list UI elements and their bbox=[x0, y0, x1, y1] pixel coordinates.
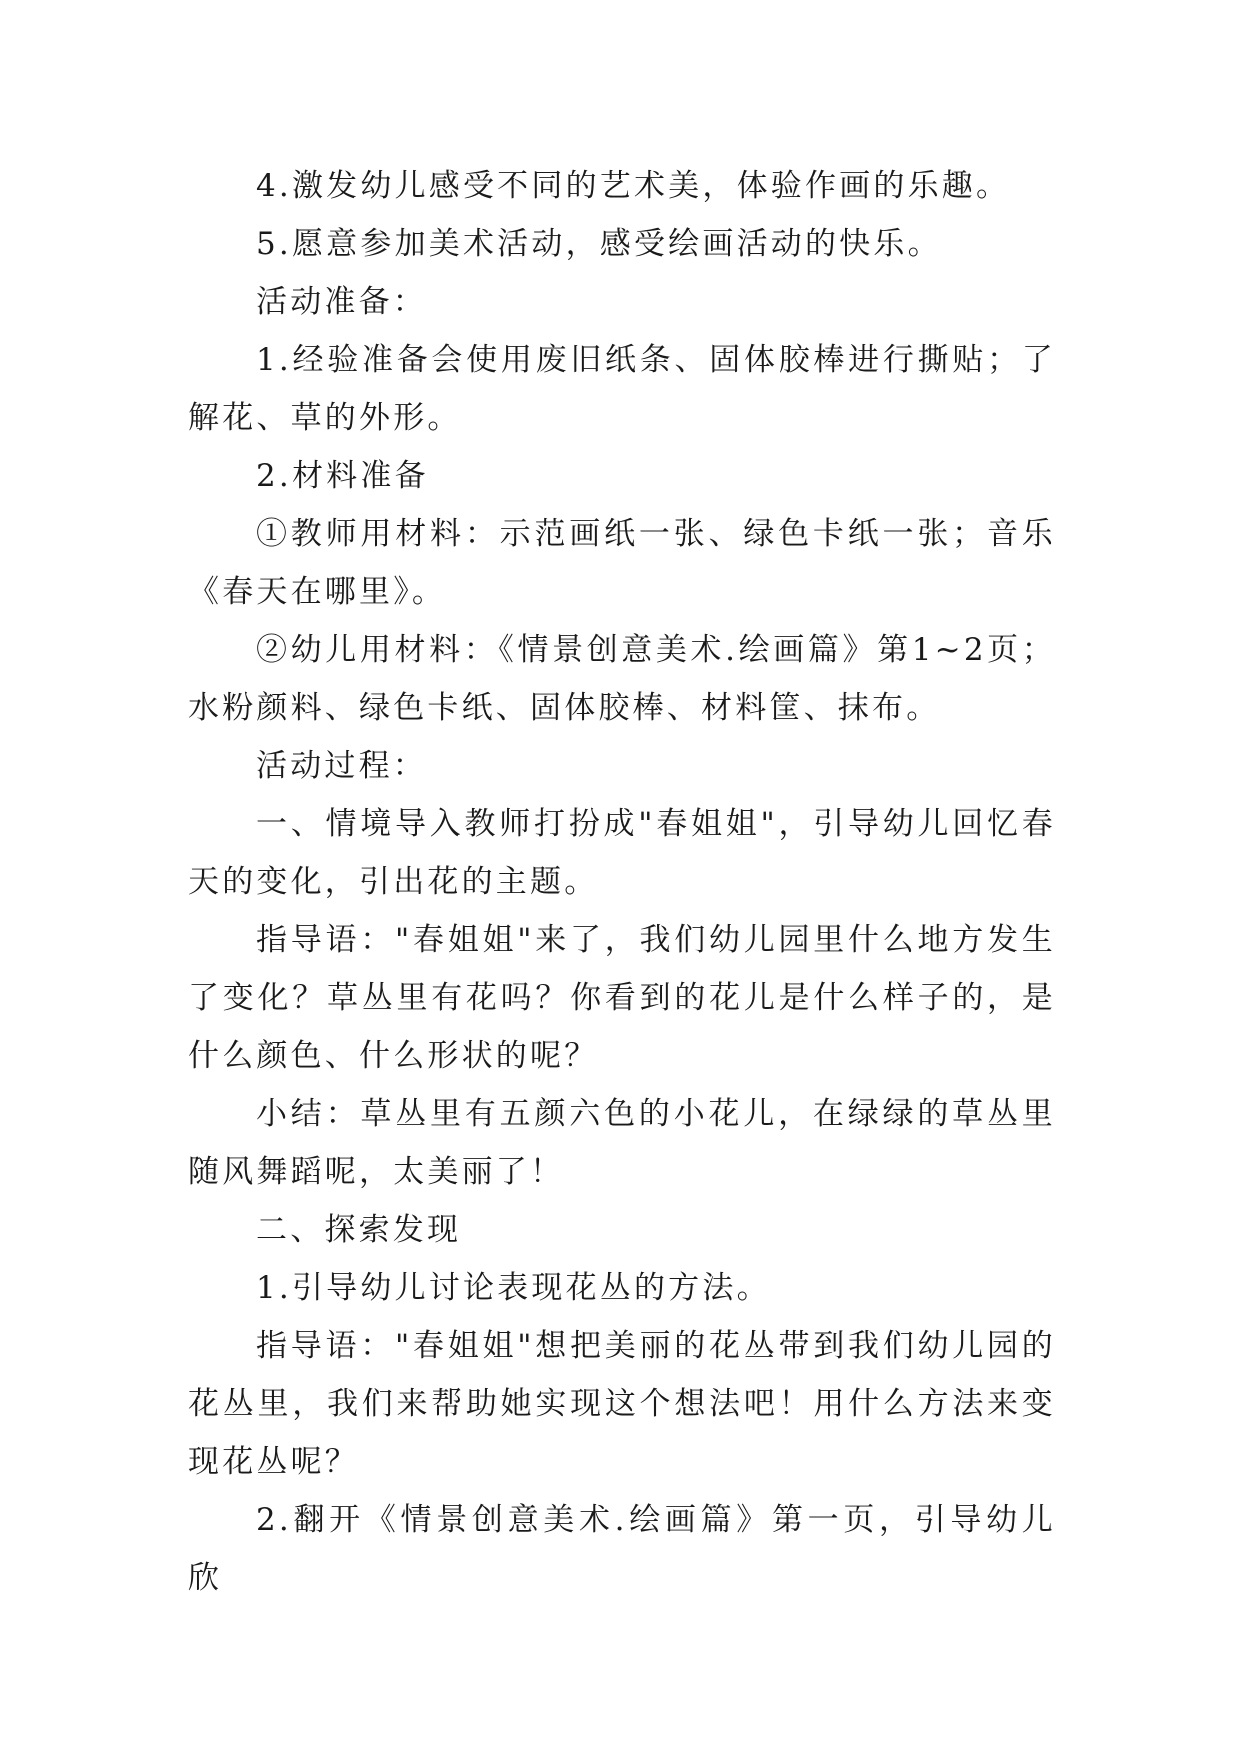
document-body bbox=[188, 157, 1056, 1607]
paragraph-teacher-materials: ①教师用材料：示范画纸一张、绿色卡纸一张；音乐《春天在哪里》。 bbox=[188, 516, 1056, 610]
heading-explore-discover: 二、探索发现 bbox=[256, 1212, 462, 1248]
paragraph-situation-intro: 一、情境导入教师打扮成"春姐姐"，引导幼儿回忆春天的变化，引出花的主题。 bbox=[188, 806, 1056, 900]
paragraph-open-book: 2.翻开《情景创意美术.绘画篇》第一页，引导幼儿欣 bbox=[188, 1502, 1056, 1596]
paragraph-summary: 小结：草丛里有五颜六色的小花儿，在绿绿的草丛里随风舞蹈呢，太美丽了！ bbox=[188, 1096, 1056, 1190]
paragraph-experience-preparation: 1.经验准备会使用废旧纸条、固体胶棒进行撕贴；了解花、草的外形。 bbox=[188, 342, 1056, 436]
paragraph-guidance-2: 指导语："春姐姐"想把美丽的花丛带到我们幼儿园的花丛里，我们来帮助她实现这个想法吧！用什么方法来变现花丛呢？ bbox=[188, 1328, 1056, 1480]
paragraph-material-preparation: 2.材料准备 bbox=[256, 458, 429, 494]
paragraph-child-materials: ②幼儿用材料：《情景创意美术.绘画篇》第1~2页；水粉颜料、绿色卡纸、固体胶棒、材料筐、抹布。 bbox=[188, 632, 1056, 726]
paragraph-objective-5: 5.愿意参加美术活动，感受绘画活动的快乐。 bbox=[256, 226, 942, 262]
paragraph-objective-4: 4.激发幼儿感受不同的艺术美，体验作画的乐趣。 bbox=[256, 168, 1011, 204]
heading-activity-preparation: 活动准备： bbox=[256, 284, 427, 320]
heading-activity-process: 活动过程： bbox=[256, 748, 427, 784]
paragraph-discuss-method: 1.引导幼儿讨论表现花丛的方法。 bbox=[256, 1270, 771, 1306]
paragraph-guidance-1: 指导语："春姐姐"来了，我们幼儿园里什么地方发生了变化？草丛里有花吗？你看到的花儿是什么样子的，是什么颜色、什么形状的呢？ bbox=[188, 922, 1056, 1074]
